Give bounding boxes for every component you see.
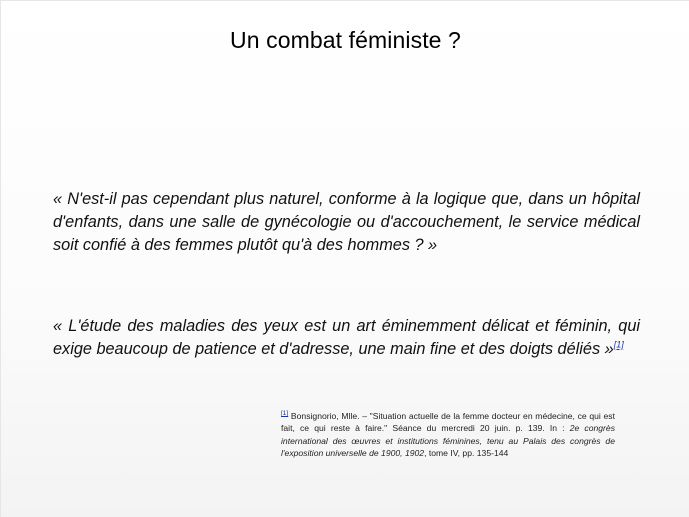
quote-paragraph-2 [53,315,640,361]
footnote [281,410,615,460]
footnote-text: Bonsignorio, Mlle. – "Situation actuelle de la femme docteur en médecine, ce qui est fait, ce qui reste à faire." Séance du mercredi 20 juin. p. 139. In : [281,411,615,434]
slide-title: Un combat féministe ? [230,27,461,53]
quote-2-text: « L'étude des maladies des yeux est un art éminemment délicat et féminin, qui exige beaucoup de patience et d'adresse, une main fine et des doigts déliés » [53,317,640,358]
footnote-marker-link[interactable]: [1] [281,410,289,418]
quote-paragraph-1: « N'est-il pas cependant plus naturel, conforme à la logique que, dans un hôpital d'enfants, dans une salle de gynécologie ou d'accouchement, le service médical soit confié à des femmes plutôt qu'à des hommes ? » [53,190,640,254]
footnote-reference-link[interactable]: [1] [613,339,624,350]
footnote-text-end: , tome IV, pp. 135-144 [424,448,509,459]
footnote-source-title: 2e congrès international des œuvres et institutions féminines, tenu au Palais des congrès de l'exposition universelle de 1900, 1902 [281,423,615,459]
